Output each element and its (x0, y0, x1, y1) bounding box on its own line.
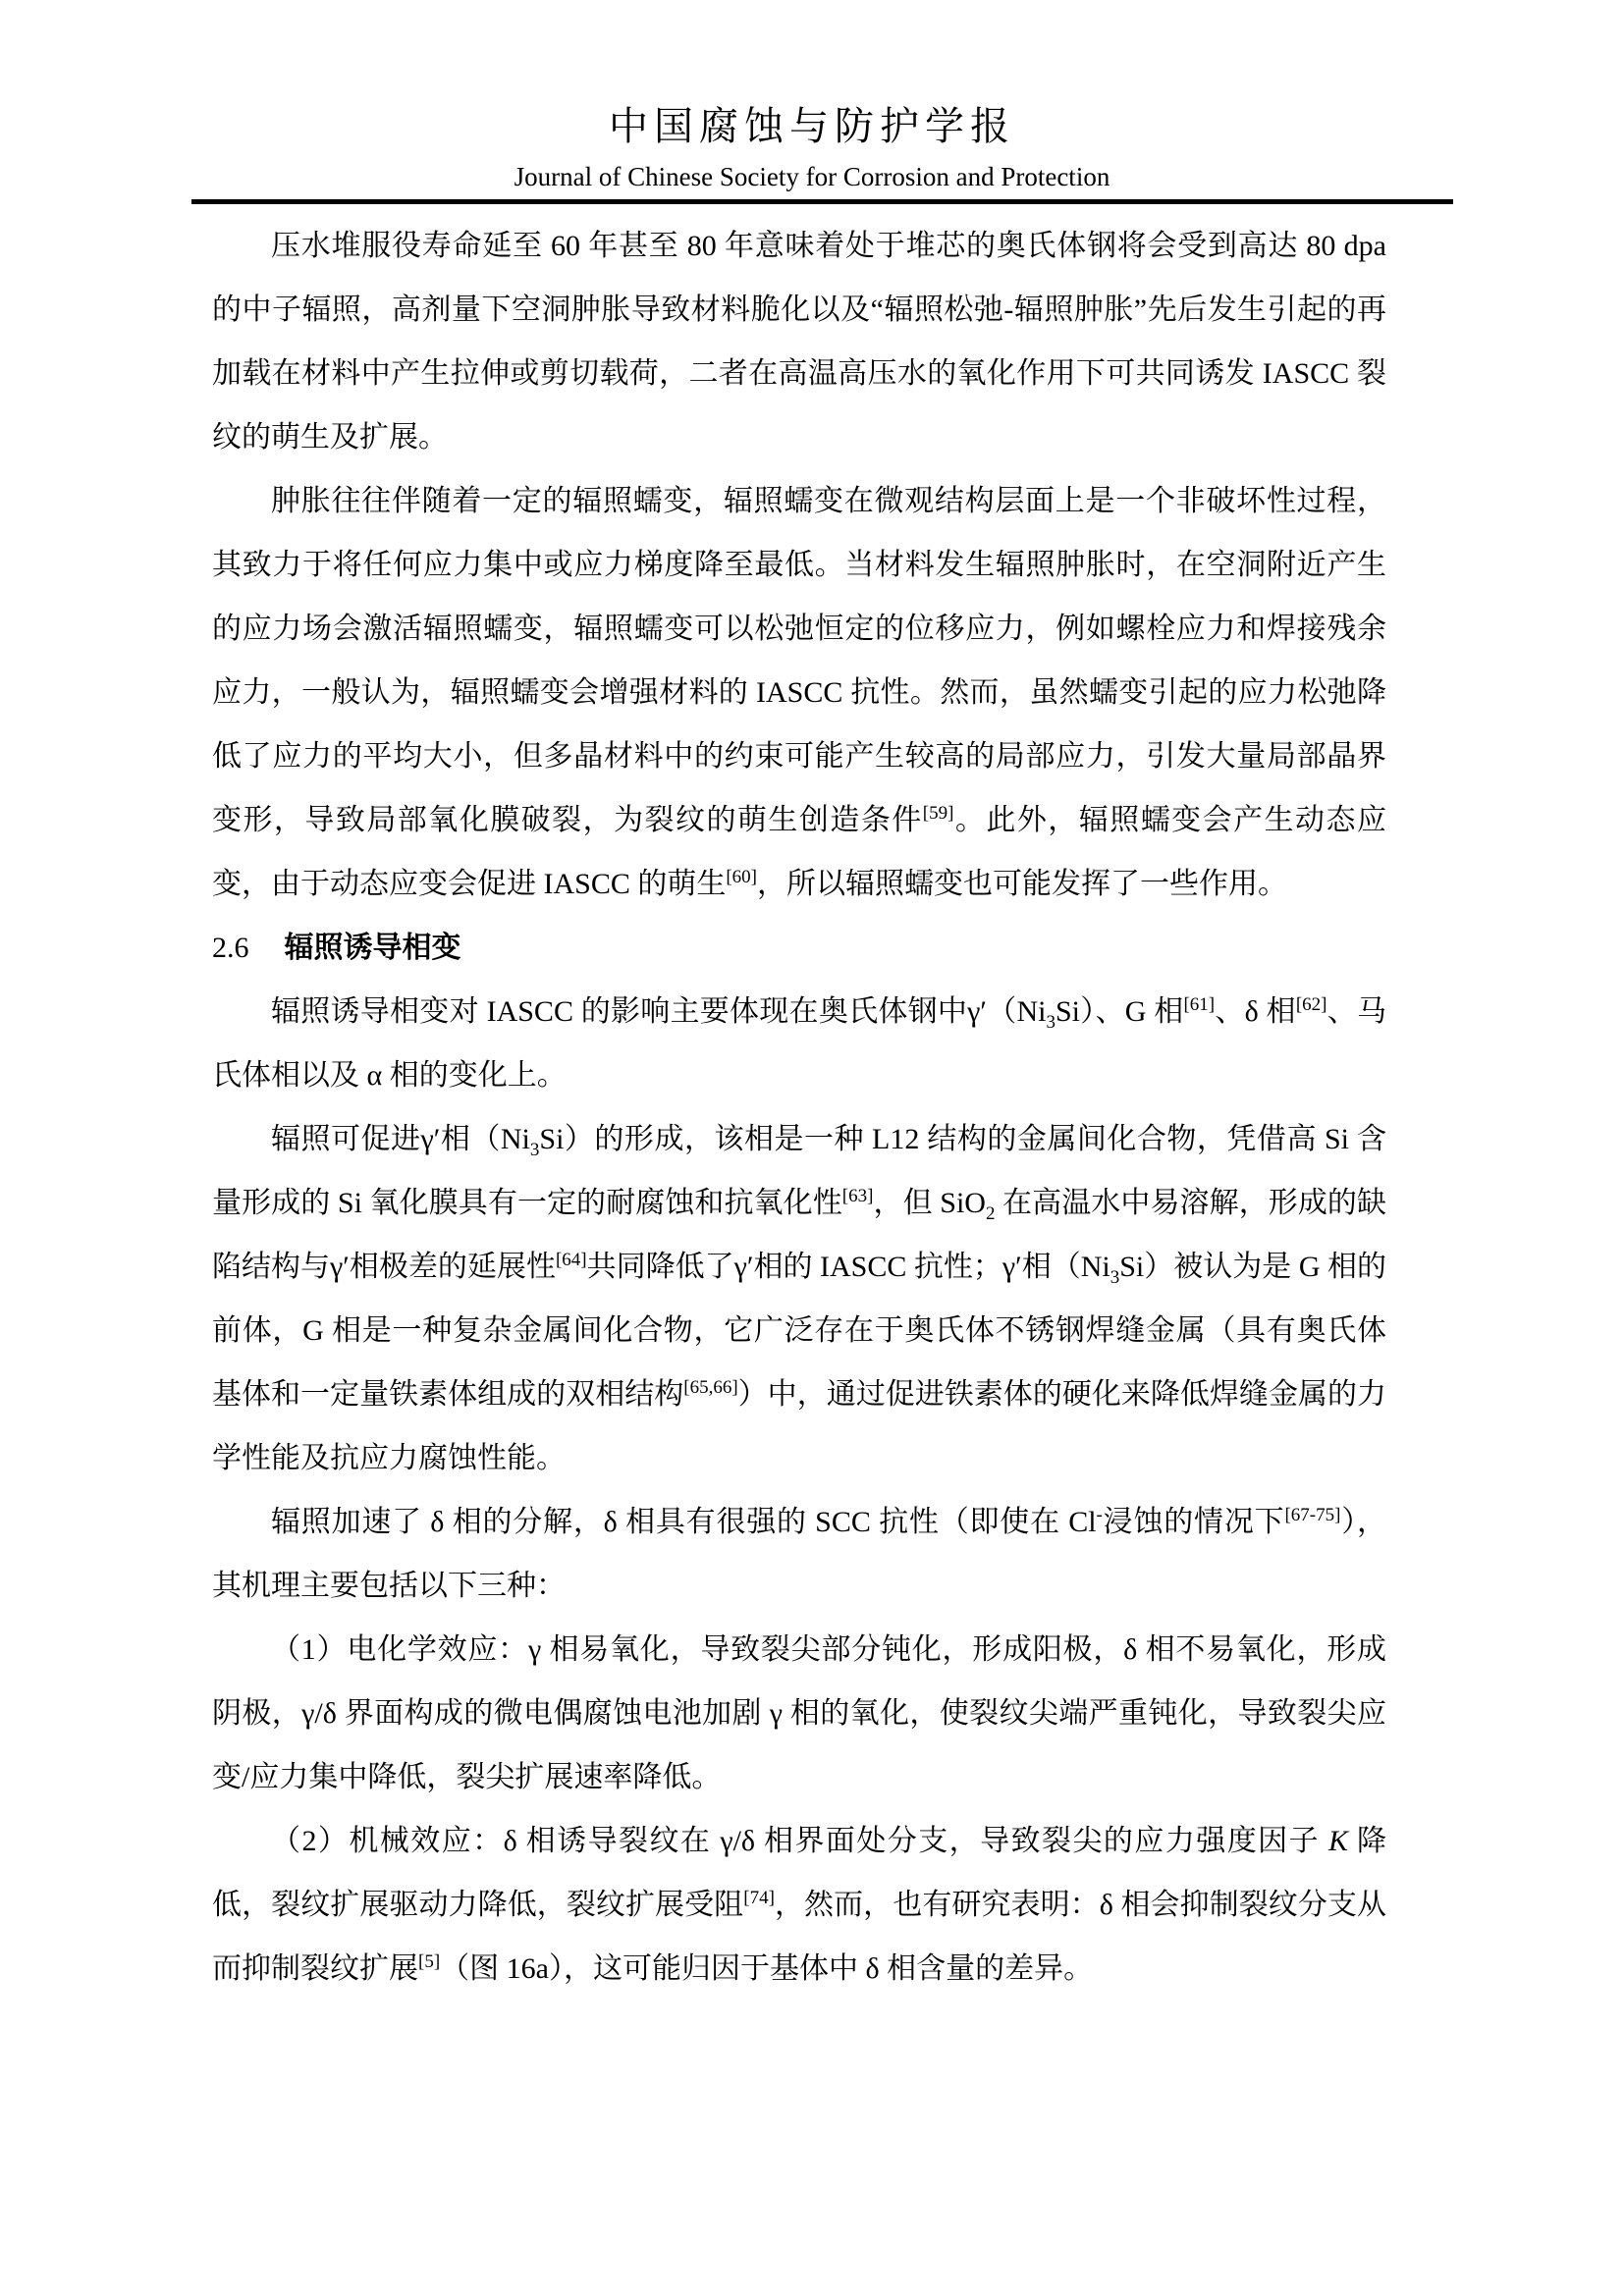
body-paragraph (212, 1107, 1386, 1490)
text-run: 。此外，辐照蠕变会产生动态应变，由于动态应变会促进 IASCC 的萌生 (212, 804, 1386, 900)
text-run: 辐照诱导相变对 IASCC 的影响主要体现在奥氏体钢中γ′（Ni (271, 995, 1047, 1028)
chemical-subscript: 3 (529, 1140, 540, 1160)
reference-superscript: [60] (726, 867, 758, 887)
text-run: 、δ 相 (1215, 995, 1296, 1028)
text-run: 浸蚀的情况下 (1102, 1506, 1285, 1538)
body-paragraph (212, 1618, 1386, 1809)
section-number: 2.6 (212, 932, 249, 964)
chemical-subscript: 3 (1110, 1267, 1120, 1288)
journal-title-english: Journal of Chinese Society for Corrosion and Protection (514, 162, 1110, 191)
text-run: ，然而，也有研究表明：δ 相会抑制裂纹分支从而抑制裂纹扩展 (212, 1889, 1386, 1985)
reference-superscript: [65,66] (683, 1377, 738, 1398)
reference-superscript: - (1096, 1505, 1103, 1525)
text-run: 在高温水中易溶解，形成的缺陷结构与γ′相极差的延展性 (212, 1187, 1387, 1283)
text-run: 辐照可促进γ′相（Ni (271, 1123, 530, 1155)
text-run: ，但 SiO (873, 1187, 986, 1219)
text-run: 共同降低了γ′相的 IASCC 抗性；γ′相（Ni (586, 1251, 1110, 1283)
chemical-subscript: 2 (985, 1203, 996, 1224)
chemical-subscript: 3 (1046, 1012, 1056, 1033)
text-run: 降低，裂纹扩展驱动力降低，裂纹扩展受阻 (212, 1825, 1386, 1921)
reference-superscript: [61] (1183, 994, 1216, 1015)
italic-variable: K (1328, 1825, 1349, 1857)
section-title: 辐照诱导相变 (284, 932, 461, 964)
text-run: （图 16a），这可能归因于基体中 δ 相含量的差异。 (440, 1952, 1094, 1985)
body-paragraph (212, 469, 1386, 916)
text-run: （1）电化学效应：γ 相易氧化，导致裂尖部分钝化，形成阳极，δ 相不易氧化，形成阴极，γ/δ 界面构成的微电偶腐蚀电池加剧 γ 相的氧化，使裂纹尖端严重钝化，导致裂尖应变/应力集中降低，裂尖扩展速率降低。 (212, 1633, 1386, 1793)
journal-title-chinese: 中国腐蚀与防护学报 (609, 104, 1015, 148)
body-paragraph (212, 980, 1386, 1107)
text-run: Si）、G 相 (1055, 995, 1184, 1028)
body-paragraph (212, 1809, 1386, 2001)
text-run: 、马氏体相以及 α 相的变化上。 (212, 995, 1386, 1092)
body-paragraph (212, 1490, 1386, 1618)
reference-superscript: [74] (743, 1888, 775, 1908)
text-run: ，所以辐照蠕变也可能发挥了一些作用。 (757, 868, 1288, 900)
text-run: 压水堆服役寿命延至 60 年甚至 80 年意味着处于堆芯的奥氏体钢将会受到高达 80 dpa 的中子辐照，高剂量下空洞肿胀导致材料脆化以及“辐照松弛-辐照肿胀”先后发生引起的再加载在材料中产生拉伸或剪切载荷，二者在高温高压水的氧化作用下可共同诱发 IASCC 裂纹的萌生及扩展。 (212, 230, 1386, 454)
reference-superscript: [63] (841, 1186, 874, 1206)
text-run: Si）被认为是 G 相的前体，G 相是一种复杂金属间化合物，它广泛存在于奥氏体不锈钢焊缝金属（具有奥氏体基体和一定量铁素体组成的双相结构 (212, 1251, 1386, 1411)
text-run: Si）的形成，该相是一种 L12 结构的金属间化合物，凭借高 Si 含量形成的 Si 氧化膜具有一定的耐腐蚀和抗氧化性 (212, 1123, 1386, 1219)
body-paragraph (212, 214, 1386, 469)
header-divider-rule (191, 199, 1453, 204)
text-run: ），其机理主要包括以下三种： (212, 1506, 1387, 1602)
reference-superscript: [59] (922, 803, 954, 824)
section-heading (212, 916, 1386, 980)
reference-superscript: [64] (555, 1250, 587, 1270)
text-run: ）中，通过促进铁素体的硬化来降低焊缝金属的力学性能及抗应力腐蚀性能。 (212, 1378, 1386, 1474)
reference-superscript: [67-75] (1284, 1505, 1341, 1525)
text-run: 辐照加速了 δ 相的分解，δ 相具有很强的 SCC 抗性（即使在 Cl (271, 1506, 1097, 1538)
text-run: 肿胀往往伴随着一定的辐照蠕变，辐照蠕变在微观结构层面上是一个非破坏性过程，其致力于将任何应力集中或应力梯度降至最低。当材料发生辐照肿胀时，在空洞附近产生的应力场会激活辐照蠕变，辐照蠕变可以松弛恒定的位移应力，例如螺栓应力和焊接残余应力，一般认为，辐照蠕变会增强材料的 IASCC 抗性。然而，虽然蠕变引起的应力松弛降低了应力的平均大小，但多晶材料中的约束可能产生较高的局部应力，引发大量局部晶界变形，导致局部氧化膜破裂，为裂纹的萌生创造条件 (212, 485, 1386, 836)
reference-superscript: [62] (1295, 994, 1327, 1015)
text-run: （2）机械效应：δ 相诱导裂纹在 γ/δ 相界面处分支，导致裂尖的应力强度因子 (271, 1825, 1329, 1857)
reference-superscript: [5] (418, 1951, 441, 1972)
document-body (212, 214, 1386, 2001)
